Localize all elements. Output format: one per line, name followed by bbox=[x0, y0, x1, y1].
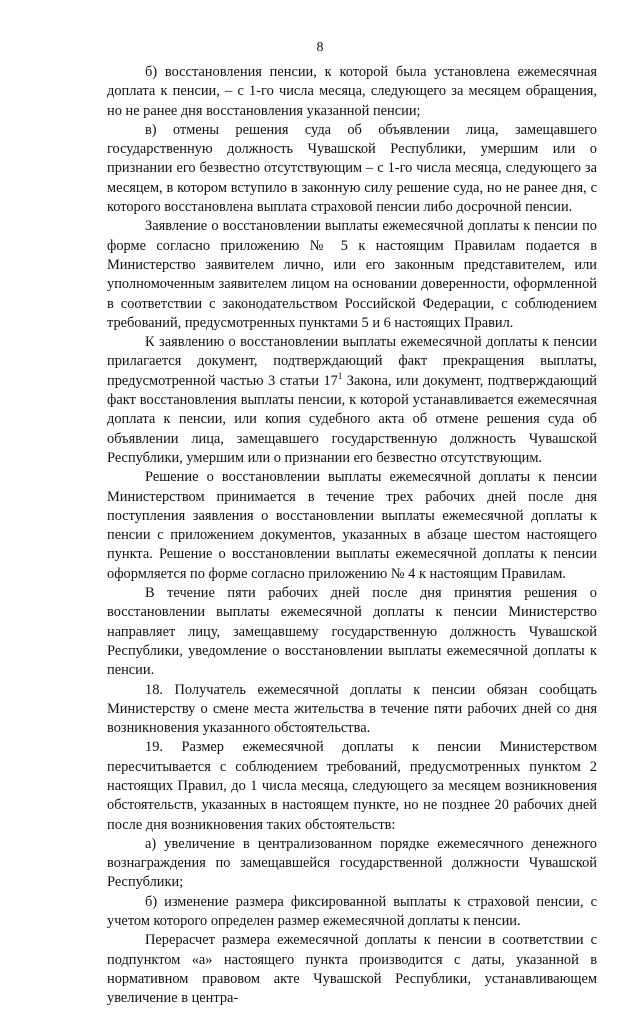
paragraph-attached-documents-end: Закона, или документ, подтверждающий факт восстановления выплаты пенсии, к которой устанавливается ежемесячная доплата к пенсии, или копия судебного акта об отмене решения суда об объявлении лица, замещавшего государственную должность Чувашской Республики, умершим или о признании его безвестно отсутствующим. bbox=[107, 372, 598, 466]
paragraph-recalculation: Перерасчет размера ежемесячной доплаты к пенсии в соответствии с подпунктом «а» настоящего пункта производится с даты, указанной в нормативном правовом акте Чувашской Республики, устанавливающем увеличение в центра- bbox=[107, 932, 597, 1007]
paragraph-notification: В течение пяти рабочих дней после дня принятия решения о восстановлении выплаты ежемесячной доплаты к пенсии Министерство направляет лицу, замещавшему государственную должность Чувашской Республики, уведомление о восстановлении выплаты ежемесячной доплаты к пенсии. bbox=[107, 585, 597, 679]
document-body bbox=[107, 63, 597, 1009]
paragraph-item-19-a: а) увеличение в централизованном порядке ежемесячного денежного вознаграждения по замещавшейся государственной должности Чувашской Республики; bbox=[107, 835, 597, 891]
paragraph-application-form: Заявление о восстановлении выплаты ежемесячной доплаты к пенсии по форме согласно приложению № 5 к настоящим Правилам подается в Министерство заявителем лично, или его законным представителем, или уполномоченным заявителем лицом на основании доверенности, оформленной в соответствии с законодательством Российской Федерации, с соблюдением требований, предусмотренных пунктами 5 и 6 настоящих Правил. bbox=[107, 218, 597, 331]
superscript-article-number: 1 bbox=[337, 370, 343, 381]
paragraph-restoration-v: в) отмены решения суда об объявлении лица, замещавшего государственную должность Чувашской Республики, умершим или о признании его безвестно отсутствующим – с 1-го числа месяца, следующего за месяцем, в котором вступило в законную силу решение суда, но не ранее дня, с которого восстановлена выплата страховой пенсии либо досрочной пенсии. bbox=[107, 121, 597, 216]
paragraph-item-18: 18. Получатель ежемесячной доплаты к пенсии обязан сообщать Министерству о смене места жительства в течение пяти рабочих дней со дня возникновения указанного обстоятельства. bbox=[107, 681, 597, 737]
paragraph-attached-documents-start: К заявлению о восстановлении выплаты ежемесячной доплаты к пенсии прилагается документ, подтверждающий факт прекращения выплаты, предусмотренной частью 3 статьи 17 bbox=[107, 334, 597, 389]
paragraph-item-19-b: б) изменение размера фиксированной выплаты к страховой пенсии, с учетом которого определен размер ежемесячной доплаты к пенсии. bbox=[107, 893, 597, 930]
paragraph-attached-documents bbox=[107, 333, 597, 468]
paragraph-item-19: 19. Размер ежемесячной доплаты к пенсии Министерством пересчитывается с соблюдением требований, предусмотренных пунктом 2 настоящих Правил, до 1 числа месяца, следующего за месяцем возникновения обстоятельств, указанных в настоящем пункте, но не позднее 20 рабочих дней после дня возникновения таких обстоятельств: bbox=[107, 739, 597, 833]
paragraph-restoration-b: б) восстановления пенсии, к которой была установлена ежемесячная доплата к пенсии, – с 1-го числа месяца, следующего за месяцем обращения, но не ранее дня восстановления указанной пенсии; bbox=[107, 64, 597, 119]
paragraph-decision: Решение о восстановлении выплаты ежемесячной доплаты к пенсии Министерством принимается в течение трех рабочих дней после дня поступления заявления о восстановлении выплаты ежемесячной доплаты к пенсии с приложением документов, указанных в абзаце шестом настоящего пункта. Решение о восстановлении выплаты ежемесячной доплаты к пенсии оформляется по форме согласно приложению № 4 к настоящим Правилам. bbox=[107, 469, 597, 582]
page-number: 8 bbox=[316, 40, 324, 55]
